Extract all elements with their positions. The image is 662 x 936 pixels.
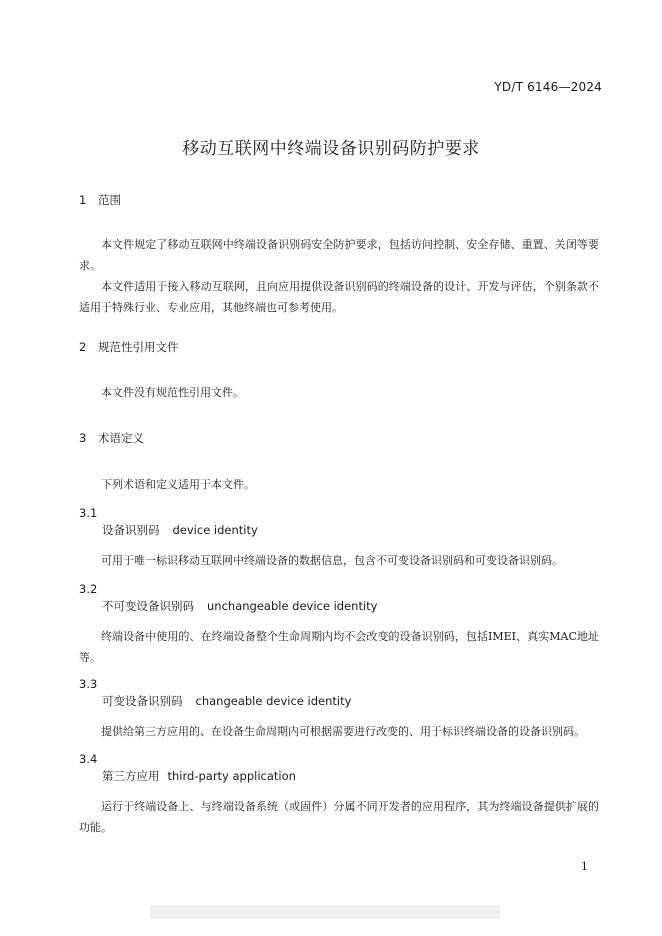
term-definition: 终端设备中使用的、在终端设备整个生命周期内均不会改变的设备识别码，包括IMEI、真实MAC地址等。 bbox=[79, 630, 599, 664]
term-zh: 不可变设备识别码 bbox=[102, 599, 194, 613]
watermark-band bbox=[150, 905, 500, 919]
term-definition: 可用于唯一标识移动互联网中终端设备的数据信息，包含不可变设备识别码和可变设备识别码。 bbox=[101, 554, 563, 567]
section-number: 2 bbox=[79, 340, 87, 354]
term-en: changeable device identity bbox=[195, 694, 352, 708]
term-definition: 运行于终端设备上、与终端设备系统（或固件）分属不同开发者的应用程序，其为终端设备提供扩展的功能。 bbox=[79, 800, 599, 834]
term-definition: 提供给第三方应用的、在设备生命周期内可根据需要进行改变的、用于标识终端设备的设备识别码。 bbox=[101, 725, 585, 738]
section-number: 1 bbox=[79, 193, 87, 207]
section-title: 范围 bbox=[98, 193, 121, 207]
term-heading bbox=[102, 598, 377, 614]
term-heading bbox=[102, 768, 296, 784]
term-en: third-party application bbox=[167, 769, 296, 783]
paragraph-terms-intro: 下列术语和定义适用于本文件。 bbox=[101, 478, 255, 491]
term-number: 3.2 bbox=[79, 582, 98, 596]
term-number: 3.4 bbox=[79, 752, 98, 766]
section-heading-references bbox=[79, 339, 179, 355]
term-number: 3.3 bbox=[79, 677, 98, 691]
term-en: unchangeable device identity bbox=[207, 599, 378, 613]
section-heading-terms bbox=[79, 430, 144, 446]
document-title: 移动互联网中终端设备识别码防护要求 bbox=[182, 139, 480, 159]
paragraph-scope-1: 本文件规定了移动互联网中终端设备识别码安全防护要求，包括访问控制、安全存储、重置、关闭等要求。 bbox=[79, 238, 599, 272]
section-number: 3 bbox=[79, 431, 87, 445]
section-title: 规范性引用文件 bbox=[98, 340, 179, 354]
term-number: 3.1 bbox=[79, 506, 98, 520]
term-zh: 可变设备识别码 bbox=[102, 694, 183, 708]
paragraph-scope-2: 本文件适用于接入移动互联网，且向应用提供设备识别码的终端设备的设计、开发与评估，个别条款不适用于特殊行业、专业应用，其他终端也可参考使用。 bbox=[79, 280, 599, 314]
section-heading-scope bbox=[79, 192, 121, 208]
term-heading bbox=[102, 693, 351, 709]
term-zh: 设备识别码 bbox=[102, 523, 160, 537]
term-heading bbox=[102, 522, 258, 538]
standard-code: YD/T 6146—2024 bbox=[494, 80, 602, 94]
term-en: device identity bbox=[172, 523, 258, 537]
page-number: 1 bbox=[581, 860, 588, 873]
term-zh: 第三方应用 bbox=[102, 769, 160, 783]
section-title: 术语定义 bbox=[98, 431, 144, 445]
paragraph-references: 本文件没有规范性引用文件。 bbox=[101, 386, 244, 399]
